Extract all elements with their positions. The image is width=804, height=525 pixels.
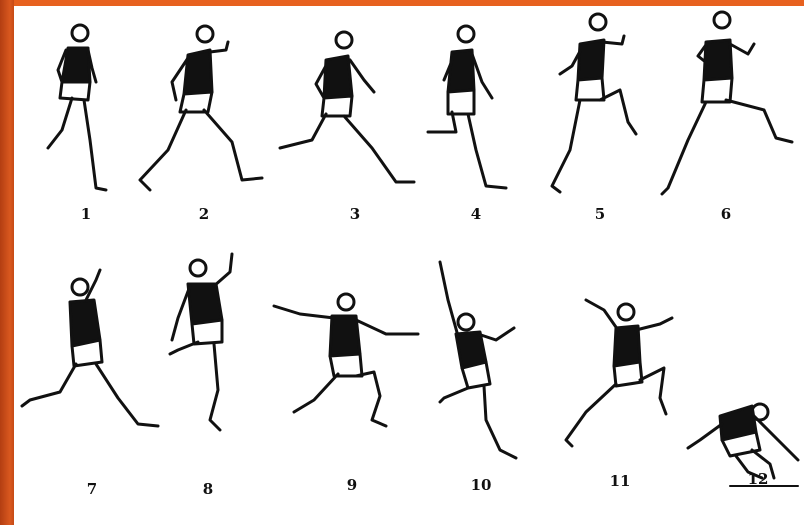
athlete-figure-10 (440, 262, 516, 458)
figure-label-1: 1 (80, 205, 92, 223)
figure-label-10: 10 (470, 476, 492, 494)
athlete-figure-11 (566, 300, 672, 446)
athlete-figure-8 (170, 254, 232, 430)
athlete-figure-6 (662, 12, 792, 194)
athlete-figure-4 (428, 26, 506, 188)
figure-label-7: 7 (86, 480, 98, 498)
athlete-figure-7 (22, 270, 158, 426)
figure-label-9: 9 (346, 476, 358, 494)
athlete-figure-9 (274, 294, 418, 426)
athlete-figure-3 (280, 32, 414, 182)
figure-label-2: 2 (198, 205, 210, 223)
athlete-figure-2 (140, 26, 262, 190)
figure-label-6: 6 (720, 205, 732, 223)
figure-label-3: 3 (349, 205, 361, 223)
athlete-figure-1 (48, 25, 106, 190)
athlete-figure-12 (688, 404, 798, 486)
figure-label-8: 8 (202, 480, 214, 498)
figure-label-4: 4 (470, 205, 482, 223)
figure-label-5: 5 (594, 205, 606, 223)
figure-label-11: 11 (609, 472, 631, 490)
figure-label-12: 12 (747, 470, 769, 488)
athlete-figure-5 (552, 14, 636, 192)
